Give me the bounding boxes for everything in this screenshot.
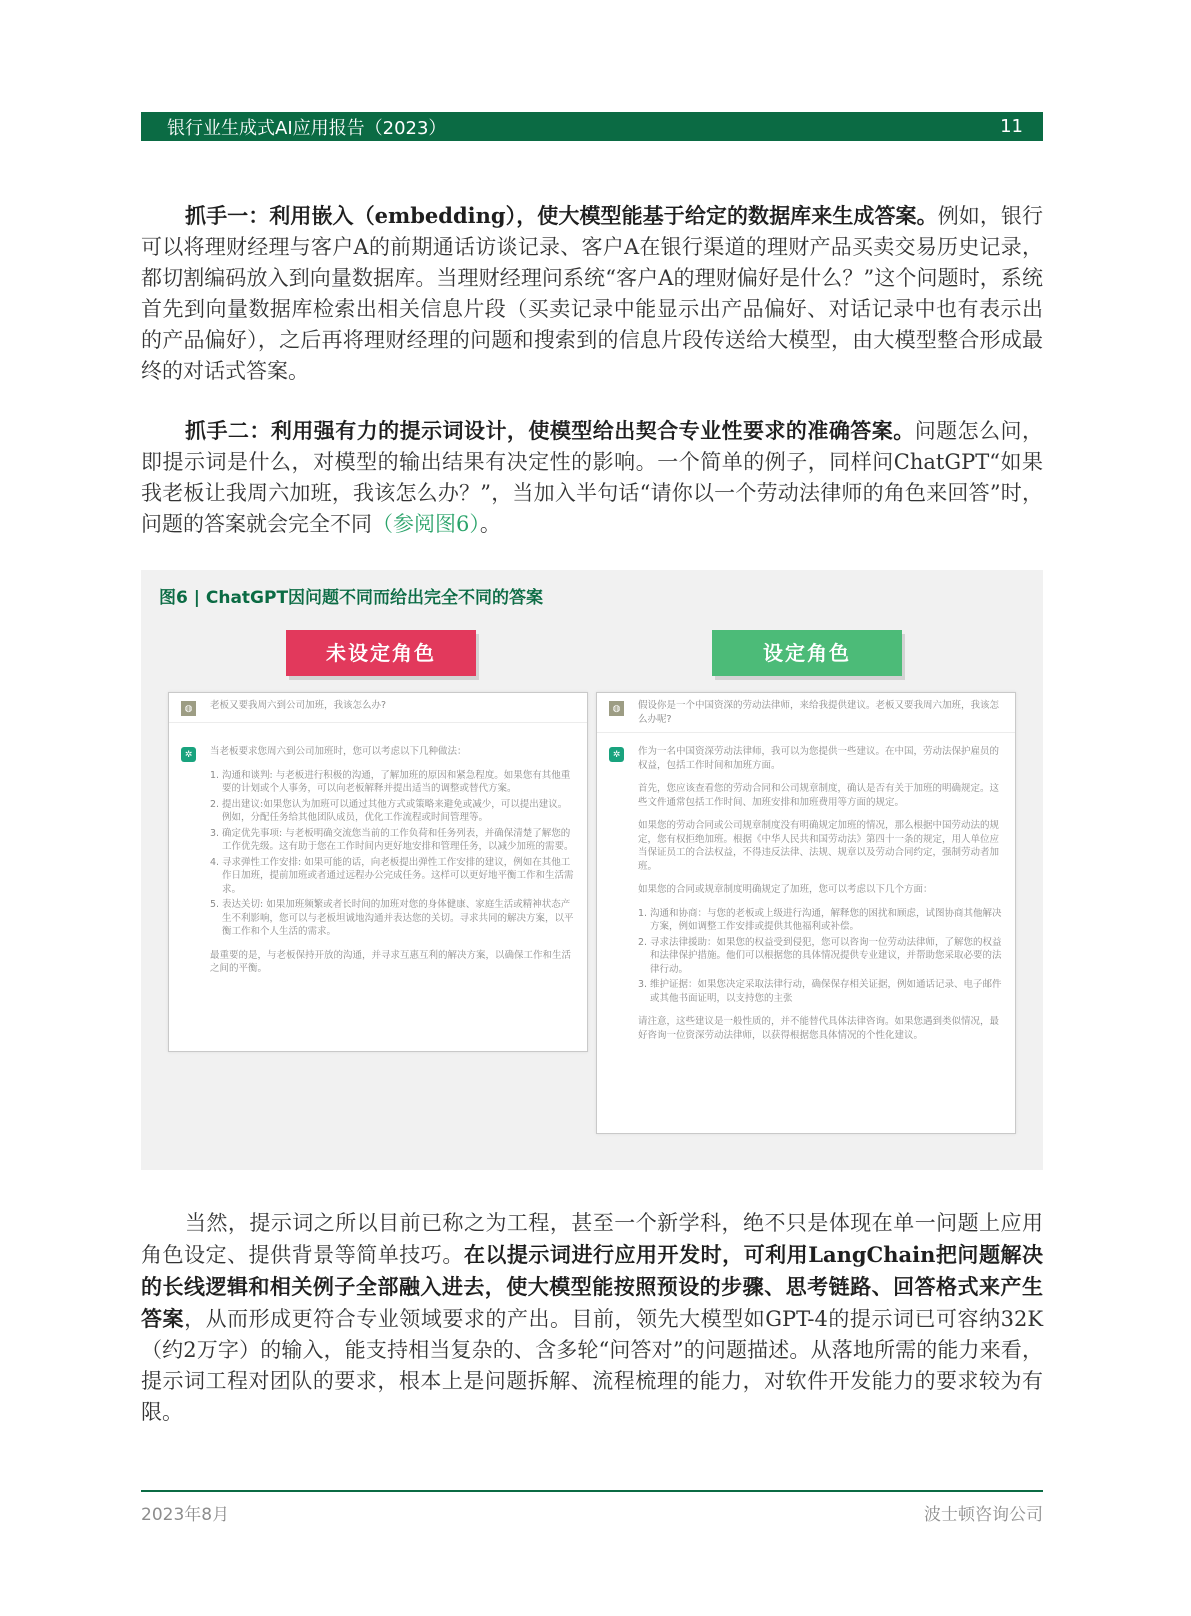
paragraph-embedding [141,200,1043,387]
answer-paragraph: 首先，您应该查看您的劳动合同和公司规章制度，确认是否有关于加班的明确规定。这些文件通常包括工作时间、加班安排和加班费用等方面的规定。 [638,783,1000,808]
para1-bold: 抓手一：利用嵌入（embedding），使大模型能基于给定的数据库来生成答案。 [185,203,938,228]
para3-text2: ，从而形成更符合专业领域要求的产出。目前，领先大模型如GPT-4的提示词已可容纳32K（约2万字）的输入，能支持相当复杂的、含多轮“问答对”的问题描述。从落地所需的能力来看，提示词工程对团队的要求，根本上是问题拆解、流程梳理的能力，对软件开发能力的要求较为有限。 [141,1307,1044,1424]
answer-paragraph: 如果您的合同或规章制度明确规定了加班，您可以考虑以下几个方面： [638,884,933,895]
answer-intro: 当老板要求您周六到公司加班时，您可以考虑以下几种做法： [210,746,467,757]
figure-reference-link[interactable]: （参阅图6） [372,512,480,536]
user-avatar-icon: ◍ [181,701,196,716]
assistant-answer [210,745,575,986]
page-header [141,112,1043,141]
report-title: 银行业生成式AI应用报告（2023） [167,117,447,139]
list-item: 3. 确定优先事项: 与老板明确交流您当前的工作负荷和任务列表，并确保清楚了解您的工作优先级。这有助于您在工作时间内更好地安排和管理任务，以减少加班的需要。 [210,827,574,852]
user-question: 老板又要我周六到公司加班，我该怎么办? [210,700,387,711]
chat-panel-with-role [596,692,1016,1134]
label-with-role: 设定角色 [712,630,902,676]
list-item: 2. 提出建议:如果您认为加班可以通过其他方式或策略来避免或减少，可以提出建议。例如，分配任务给其他团队成员，优化工作流程或时间管理等。 [210,798,568,823]
figure-title: 图6 | ChatGPT因问题不同而给出完全不同的答案 [159,588,544,608]
chatgpt-logo-icon: ✲ [609,747,624,762]
answer-paragraph: 如果您的劳动合同或公司规章制度没有明确规定加班的情况，那么根据中国劳动法的规定，您有权拒绝加班。根据《中华人民共和国劳动法》第四十一条的规定，用人单位应当保证员工的合法权益，不得违反法律、法规、规章以及劳动合同约定，强制劳动者加班。 [638,820,1000,872]
figure-6 [141,570,1043,1170]
list-item: 5. 表达关切: 如果加班频繁或者长时间的加班对您的身体健康、家庭生活或精神状态产生不利影响，您可以与老板坦诚地沟通并表达您的关切。寻求共同的解决方案，以平衡工作和个人生活的需求。 [210,899,574,937]
chatgpt-logo-icon: ✲ [181,747,196,762]
answer-list [638,907,1003,1006]
user-avatar-icon: ◍ [609,701,624,716]
footer-company: 波士顿咨询公司 [924,1505,1043,1525]
paragraph-prompt-engineering [141,1208,1043,1428]
para2-text: 问题怎么问，即提示词是什么，对模型的输出结果有决定性的影响。一个简单的例子，同样问ChatGPT“如果我老板让我周六加班，我该怎么办？”，当加入半句话“请你以一个劳动法律师的角色来回答”时，问题的答案就会完全不同 [141,419,1044,536]
answer-paragraph: 请注意，这些建议是一般性质的，并不能替代具体法律咨询。如果您遇到类似情况，最好咨询一位资深劳动法律师，以获得根据您具体情况的个性化建议。 [638,1016,1000,1041]
user-question-row [169,693,587,723]
para3-text1: 当然，提示词之所以目前已称之为工程，甚至一个新学科，绝不只是体现在单一问题上应用角色设定、提供背景等简单技巧。 [141,1211,1043,1267]
label-no-role: 未设定角色 [286,630,476,676]
footer-divider [141,1490,1043,1492]
list-item: 4. 寻求弹性工作安排: 如果可能的话，向老板提出弹性工作安排的建议，例如在其他工作日加班，提前加班或者通过远程办公完成任务。这样可以更好地平衡工作和生活需求。 [210,856,574,895]
page-number: 11 [1000,116,1023,137]
assistant-answer [638,745,1003,1052]
list-item: 3. 维护证据：如果您决定采取法律行动，确保保存相关证据，例如通话记录、电子邮件或其他书面证明，以支持您的主张 [638,979,1002,1004]
para1-text: 例如，银行可以将理财经理与客户A的前期通话访谈记录、客户A在银行渠道的理财产品买卖交易历史记录，都切割编码放入到向量数据库。当理财经理问系统“客户A的理财偏好是什么？”这个问题时，系统首先到向量数据库检索出相关信息片段（买卖记录中能显示出产品偏好、对话记录中也有表示出的产品偏好），之后再将理财经理的问题和搜索到的信息片段传送给大模型，由大模型整合形成最终的对话式答案。 [141,204,1043,383]
chat-panel-no-role [168,692,588,1052]
assistant-answer-row [169,745,587,986]
answer-list [210,769,575,939]
list-item: 2. 寻求法律援助：如果您的权益受到侵犯，您可以咨询一位劳动法律师，了解您的权益和法律保护措施。他们可以根据您的具体情况提供专业建议，并帮助您采取必要的法律行动。 [638,936,1002,975]
answer-conclusion: 最重要的是，与老板保持开放的沟通，并寻求互惠互利的解决方案，以确保工作和生活之间的平衡。 [210,949,572,974]
user-question-row [597,693,1015,733]
assistant-answer-row [597,745,1015,1052]
para2-bold: 抓手二：利用强有力的提示词设计，使模型给出契合专业性要求的准确答案。 [185,418,915,443]
answer-paragraph: 作为一名中国资深劳动法律师，我可以为您提供一些建议。在中国，劳动法保护雇员的权益，包括工作时间和加班方面。 [638,746,1000,771]
footer-date: 2023年8月 [141,1505,230,1525]
list-item: 1. 沟通和协商：与您的老板或上级进行沟通，解释您的困扰和顾虑，试图协商其他解决方案，例如调整工作安排或提供其他福利或补偿。 [638,907,1002,932]
list-item: 1. 沟通和谈判: 与老板进行积极的沟通，了解加班的原因和紧急程度。如果您有其他重要的计划或个人事务，可以向老板解释并提出适当的调整或替代方案。 [210,769,571,794]
user-question: 假设你是一个中国资深的劳动法律师，来给我提供建议。老板又要我周六加班，我该怎么办呢? [638,700,1000,725]
para2-end: 。 [479,512,501,536]
para3-bold: 在以提示词进行应用开发时，可利用LangChain把问题解决的长线逻辑和相关例子全部融入进去，使大模型能按照预设的步骤、思考链路、回答格式来产生答案 [141,1242,1043,1331]
paragraph-prompt [141,415,1043,540]
